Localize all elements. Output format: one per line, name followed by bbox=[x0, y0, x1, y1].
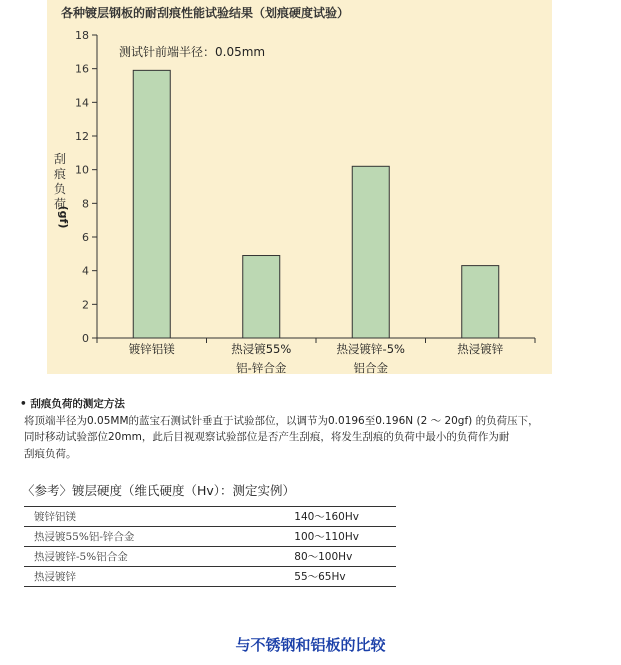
bar bbox=[133, 70, 170, 338]
y-label-unit: (gf) bbox=[57, 205, 70, 229]
scratch-resistance-chart bbox=[47, 0, 552, 374]
method-line: 刮痕负荷。 bbox=[24, 447, 77, 460]
material-cell: 热浸镀锌-5%铝合金 bbox=[24, 547, 294, 567]
probe-radius-annotation: 测试针前端半径：0.05mm bbox=[119, 45, 266, 59]
hardness-cell: 140～160Hv bbox=[294, 507, 396, 527]
y-tick-label: 4 bbox=[82, 264, 89, 278]
chart-panel bbox=[47, 0, 552, 374]
x-category-label: 热浸镀55% bbox=[231, 342, 292, 356]
y-tick-label: 2 bbox=[82, 298, 89, 312]
method-line: 将顶端半径为0.05MM的蓝宝石测试针垂直于试验部位，以调节为0.0196至0.196N (2 ～ 20gf) 的负荷压下， bbox=[24, 414, 539, 427]
x-category-label: 镀锌铝镁 bbox=[128, 342, 175, 356]
table-row bbox=[24, 507, 396, 527]
hardness-cell: 80～100Hv bbox=[294, 547, 396, 567]
y-tick-label: 12 bbox=[75, 130, 89, 143]
y-tick-label: 6 bbox=[82, 231, 89, 244]
x-category-label: 热浸镀锌-5% bbox=[336, 342, 405, 356]
y-tick-label: 8 bbox=[82, 197, 89, 211]
material-cell: 热浸镀55%铝-锌合金 bbox=[24, 527, 294, 547]
y-tick-label: 14 bbox=[75, 96, 89, 110]
material-cell: 热浸镀锌 bbox=[24, 567, 294, 587]
y-tick-label: 18 bbox=[75, 29, 89, 42]
material-cell: 镀锌铝镁 bbox=[24, 507, 294, 527]
bar bbox=[462, 266, 499, 338]
y-tick-label: 10 bbox=[75, 163, 89, 177]
compare-stainless-aluminum-link[interactable]: 与不锈钢和铝板的比较 bbox=[235, 636, 386, 654]
method-description bbox=[20, 413, 580, 463]
reference-title: 〈参考〉镀层硬度（维氏硬度（Hv）：测定实例） bbox=[22, 483, 296, 498]
y-label-char: 负 bbox=[53, 182, 67, 196]
x-category-label: 热浸镀锌 bbox=[457, 342, 504, 356]
method-heading: • 刮痕负荷的测定方法 bbox=[20, 398, 125, 410]
method-line: 同时移动试验部位20mm，此后目视观察试验部位是否产生刮痕，将发生刮痕的负荷中最小的负荷作为耐 bbox=[24, 431, 510, 443]
x-category-label: 铝-锌合金 bbox=[236, 361, 287, 374]
chart-title: 各种镀层钢板的耐刮痕性能试验结果（划痕硬度试验） bbox=[61, 6, 350, 20]
table-row bbox=[24, 567, 396, 587]
y-label-char: 荷 bbox=[53, 197, 67, 211]
table-row bbox=[24, 547, 396, 567]
table-row bbox=[24, 527, 396, 547]
x-category-label: 铝合金 bbox=[353, 361, 388, 374]
hardness-cell: 100～110Hv bbox=[294, 527, 396, 547]
y-label-char: 痕 bbox=[53, 167, 67, 181]
y-label-char: 刮 bbox=[53, 152, 67, 166]
y-tick-label: 0 bbox=[82, 332, 89, 345]
bar bbox=[352, 166, 389, 338]
measurement-method bbox=[20, 396, 580, 462]
hardness-table bbox=[24, 506, 396, 587]
hardness-cell: 55～65Hv bbox=[294, 567, 396, 587]
bar bbox=[243, 256, 280, 338]
y-tick-label: 16 bbox=[75, 62, 89, 76]
y-axis-label bbox=[54, 152, 70, 228]
